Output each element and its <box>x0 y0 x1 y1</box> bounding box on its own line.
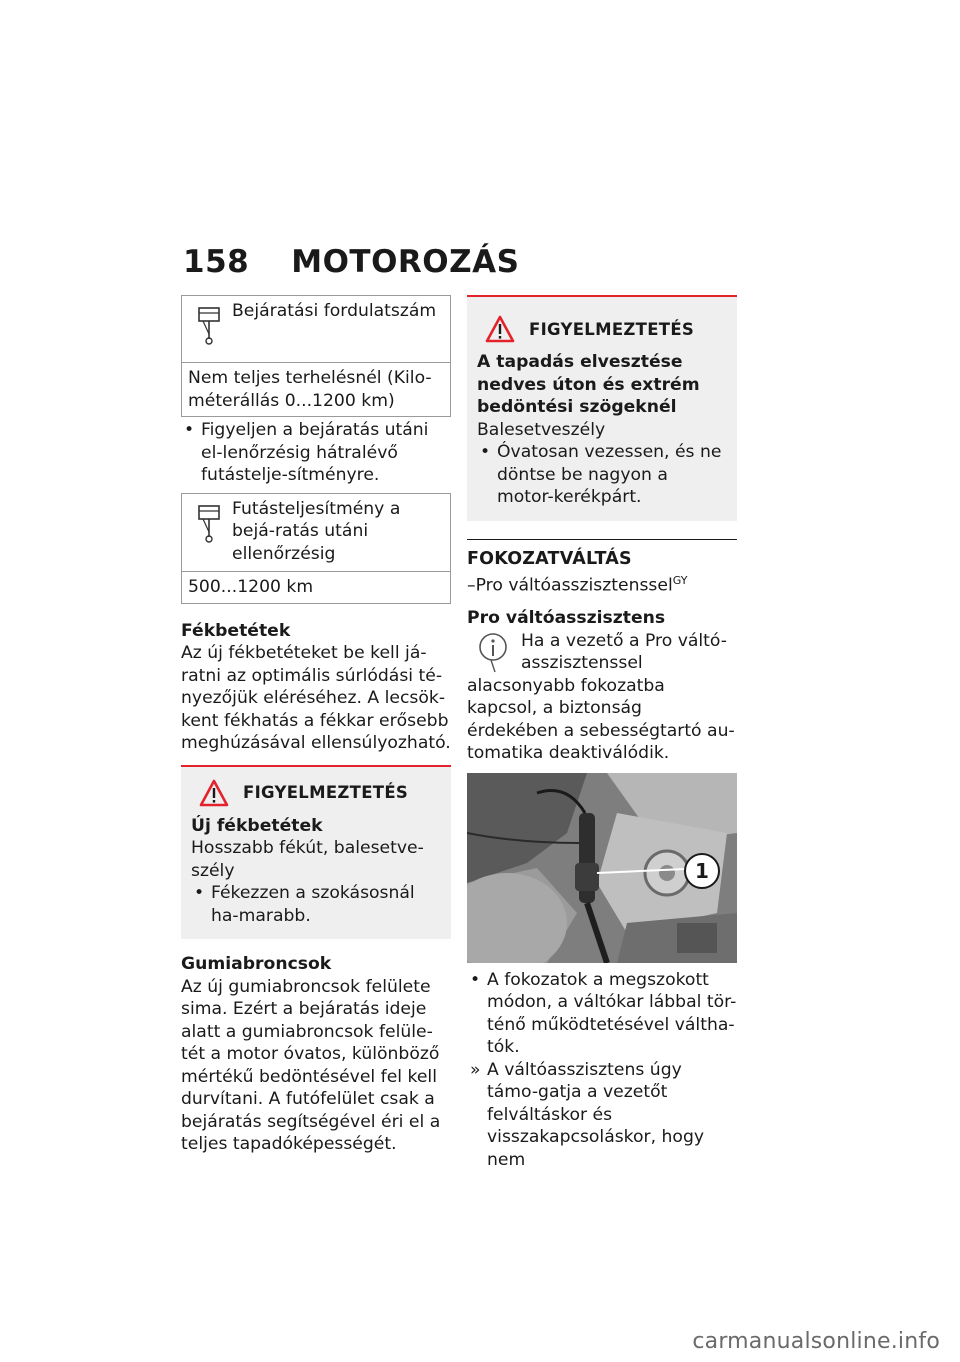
warning-header <box>191 779 437 807</box>
warning-subject: Új fékbetétek <box>191 815 323 836</box>
spec-value: Nem teljes terhelésnél (Kilo-méterállás 0...1200 km) <box>188 368 432 411</box>
list-item: • Óvatosan vezessen, és ne döntse be nagyon a motor-kerékpárt. <box>477 441 723 509</box>
chapter-title: MOTOROZÁS <box>291 244 520 280</box>
piston-icon <box>196 306 222 346</box>
list-item: • A fokozatok a megszokott módon, a váltókar lábbal tör-ténő működtetésével váltha-tók. <box>467 969 737 1059</box>
left-column <box>181 295 451 1156</box>
assist-title: Pro váltóasszisztens <box>467 608 666 629</box>
warning-label: FIGYELMEZTETÉS <box>529 319 695 339</box>
brakes-text: Az új fékbetéteket be kell já-ratni az optimális súrlódási té-nyezőjük eléréséhez. A lecsök-kent fékhatás a fékkar erősebb meghúzásával ellensúlyozható. <box>181 643 451 753</box>
watermark: carmanualsonline.info <box>692 1329 940 1354</box>
list-item: • Figyeljen a bejáratás utáni el-lenőrzésig hátralévő futástelje-sítményre. <box>181 419 451 487</box>
spec-head <box>182 494 450 573</box>
step-item: » A váltóasszisztens úgy támo-gatja a vezetőt felváltáskor és visszakapcsoláskor, hogy nem <box>467 1059 737 1172</box>
section-rule <box>467 539 737 571</box>
section-title-gearshift: FOKOZATVÁLTÁS <box>467 548 632 569</box>
warning-risk: Hosszabb fékút, balesetve-szély <box>191 838 424 881</box>
warning-header <box>477 315 723 343</box>
info-note <box>467 630 737 765</box>
subtitle-text: –Pro váltóasszisztenssel <box>467 575 673 596</box>
warning-actions <box>191 882 437 927</box>
warning-box-traction <box>467 295 737 521</box>
spec-head <box>182 296 450 363</box>
callout-marker: 1 <box>684 853 720 889</box>
bullet-list <box>181 419 451 487</box>
info-text: Ha a vezető a Pro váltó-asszisztenssel alacsonyabb fokozatba kapcsol, a biztonság érdekében a sebességtartó au-tomatika deaktiválódik. <box>467 630 735 764</box>
warning-label: FIGYELMEZTETÉS <box>243 783 409 802</box>
gearshift-subtitle <box>467 570 737 597</box>
warning-triangle-icon <box>485 315 515 343</box>
list-item: • Fékezzen a szokásosnál ha-marabb. <box>191 882 437 927</box>
info-icon <box>477 632 509 674</box>
section-title-brakes: Fékbetétek <box>181 620 291 641</box>
subtitle-sup: GY <box>672 574 688 587</box>
warning-box-brakes <box>181 765 451 940</box>
spec-box-breakin-rpm <box>181 295 451 417</box>
page-number: 158 <box>183 244 250 280</box>
piston-icon <box>196 504 222 544</box>
bullet-list <box>467 969 737 1059</box>
step-list <box>467 1059 737 1172</box>
tyres-text: Az új gumiabroncsok felülete sima. Ezért a bejáratás ideje alatt a gumiabroncsok felüle-tét a motor óvatos, különböző mértékű bedöntésével fel kell durvítani. A futófelület csak a bejáratás segítségével éri el a teljes tapadóképességét. <box>181 976 441 1154</box>
section-title-tyres: Gumiabroncsok <box>181 954 332 974</box>
warning-subject: A tapadás elvesztése nedves úton és extrém bedöntési szögeknél <box>477 352 700 417</box>
warning-risk: Balesetveszély <box>477 419 606 440</box>
spec-title: Futásteljesítmény a bejá-ratás utáni ellenőrzésig <box>232 498 401 564</box>
warning-actions <box>477 441 723 509</box>
gearshift-photo <box>467 773 737 963</box>
page-header <box>183 244 519 280</box>
right-column <box>467 295 737 1171</box>
spec-title: Bejáratási fordulatszám <box>232 301 437 321</box>
spec-box-mileage <box>181 493 451 604</box>
warning-triangle-icon <box>199 779 229 807</box>
spec-value: 500...1200 km <box>188 577 314 597</box>
